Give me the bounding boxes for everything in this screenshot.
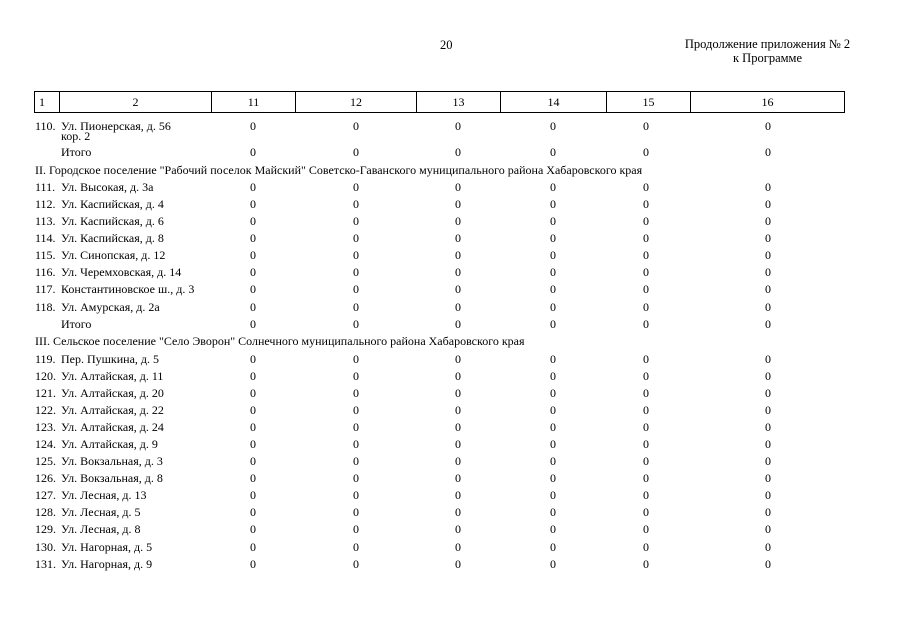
cell-value-col-13: 0	[455, 437, 461, 451]
cell-value-col-13: 0	[455, 214, 461, 228]
cell-value-col-15: 0	[643, 317, 649, 331]
cell-value-col-12: 0	[353, 471, 359, 485]
row-address-line1: Ул. Лесная, д. 5	[61, 505, 141, 519]
cell-value-col-12: 0	[353, 180, 359, 194]
cell-value-col-14: 0	[550, 119, 556, 133]
cell-value-col-16: 0	[765, 214, 771, 228]
cell-value-col-16: 0	[765, 522, 771, 536]
cell-value-col-11: 0	[250, 197, 256, 211]
row-number: 120.	[35, 369, 56, 383]
cell-value-col-15: 0	[643, 488, 649, 502]
table-row	[0, 558, 905, 575]
row-number: 125.	[35, 454, 56, 468]
row-address	[61, 455, 221, 468]
cell-value-col-13: 0	[455, 471, 461, 485]
row-number: 119.	[35, 352, 56, 366]
cell-value-col-14: 0	[550, 540, 556, 554]
cell-value-col-14: 0	[550, 300, 556, 314]
row-address-line1: Ул. Высокая, д. 3а	[61, 180, 154, 194]
row-address	[61, 506, 221, 519]
table-row	[0, 301, 905, 318]
cell-value-col-15: 0	[643, 265, 649, 279]
cell-value-col-14: 0	[550, 352, 556, 366]
cell-value-col-13: 0	[455, 420, 461, 434]
cell-value-col-16: 0	[765, 540, 771, 554]
cell-value-col-14: 0	[550, 145, 556, 159]
cell-value-col-12: 0	[353, 386, 359, 400]
cell-value-col-13: 0	[455, 197, 461, 211]
row-address	[61, 489, 221, 502]
table-row	[0, 541, 905, 558]
row-number: 129.	[35, 522, 56, 536]
table-row	[0, 266, 905, 283]
row-number: 126.	[35, 471, 56, 485]
cell-value-col-12: 0	[353, 317, 359, 331]
cell-value-col-13: 0	[455, 145, 461, 159]
cell-value-col-11: 0	[250, 300, 256, 314]
cell-value-col-16: 0	[765, 437, 771, 451]
cell-value-col-16: 0	[765, 471, 771, 485]
cell-value-col-13: 0	[455, 540, 461, 554]
cell-value-col-14: 0	[550, 437, 556, 451]
table-row	[0, 438, 905, 455]
cell-value-col-14: 0	[550, 386, 556, 400]
row-address	[61, 215, 221, 228]
row-address	[61, 404, 221, 417]
table-row	[0, 523, 905, 540]
cell-value-col-15: 0	[643, 180, 649, 194]
cell-value-col-16: 0	[765, 180, 771, 194]
column-header-table	[34, 91, 845, 113]
cell-value-col-12: 0	[353, 197, 359, 211]
table-row	[0, 249, 905, 266]
cell-value-col-14: 0	[550, 248, 556, 262]
cell-value-col-15: 0	[643, 145, 649, 159]
row-number: 123.	[35, 420, 56, 434]
cell-value-col-12: 0	[353, 420, 359, 434]
cell-value-col-16: 0	[765, 352, 771, 366]
row-number: 115.	[35, 248, 56, 262]
cell-value-col-11: 0	[250, 231, 256, 245]
row-address-line1: Ул. Синопская, д. 12	[61, 248, 166, 262]
cell-value-col-12: 0	[353, 557, 359, 571]
page-number: 20	[440, 38, 453, 52]
table-row	[0, 353, 905, 370]
cell-value-col-12: 0	[353, 119, 359, 133]
column-header-row	[35, 92, 845, 113]
cell-value-col-13: 0	[455, 488, 461, 502]
row-number: 118.	[35, 300, 56, 314]
cell-value-col-15: 0	[643, 522, 649, 536]
row-address	[61, 370, 221, 383]
total-row	[0, 318, 905, 335]
cell-value-col-14: 0	[550, 369, 556, 383]
table-row	[0, 283, 905, 300]
row-address	[61, 121, 221, 141]
column-header-2: 2	[60, 92, 212, 113]
cell-value-col-16: 0	[765, 454, 771, 468]
total-row	[0, 146, 905, 163]
cell-value-col-16: 0	[765, 386, 771, 400]
row-address-line1: Пер. Пушкина, д. 5	[61, 352, 160, 366]
cell-value-col-16: 0	[765, 145, 771, 159]
table-row	[0, 489, 905, 506]
row-address-line1: Ул. Каспийская, д. 8	[61, 231, 164, 245]
row-address-line1: Ул. Черемховская, д. 14	[61, 265, 182, 279]
row-address	[61, 353, 221, 366]
row-number: 111.	[35, 180, 56, 194]
cell-value-col-12: 0	[353, 231, 359, 245]
row-address	[61, 472, 221, 485]
cell-value-col-12: 0	[353, 488, 359, 502]
row-number: 121.	[35, 386, 56, 400]
cell-value-col-16: 0	[765, 557, 771, 571]
appendix-note-line1: Продолжение приложения № 2	[684, 37, 851, 51]
row-address	[61, 232, 221, 245]
cell-value-col-14: 0	[550, 214, 556, 228]
cell-value-col-13: 0	[455, 265, 461, 279]
cell-value-col-16: 0	[765, 231, 771, 245]
cell-value-col-11: 0	[250, 119, 256, 133]
cell-value-col-13: 0	[455, 505, 461, 519]
cell-value-col-14: 0	[550, 454, 556, 468]
cell-value-col-13: 0	[455, 317, 461, 331]
cell-value-col-14: 0	[550, 231, 556, 245]
row-number: 127.	[35, 488, 56, 502]
cell-value-col-15: 0	[643, 454, 649, 468]
cell-value-col-11: 0	[250, 265, 256, 279]
cell-value-col-12: 0	[353, 265, 359, 279]
cell-value-col-15: 0	[643, 386, 649, 400]
row-number: 131.	[35, 557, 56, 571]
table-row	[0, 215, 905, 232]
cell-value-col-11: 0	[250, 420, 256, 434]
row-address	[61, 249, 221, 262]
cell-value-col-16: 0	[765, 505, 771, 519]
cell-value-col-12: 0	[353, 369, 359, 383]
row-number: 110.	[35, 119, 56, 133]
column-header-13: 13	[417, 92, 501, 113]
row-number: 112.	[35, 197, 56, 211]
row-address-line1: Константиновское ш., д. 3	[61, 282, 195, 296]
cell-value-col-16: 0	[765, 420, 771, 434]
row-number: 124.	[35, 437, 56, 451]
row-number: 114.	[35, 231, 56, 245]
row-number: 130.	[35, 540, 56, 554]
cell-value-col-16: 0	[765, 300, 771, 314]
cell-value-col-11: 0	[250, 403, 256, 417]
table-row	[0, 404, 905, 421]
cell-value-col-12: 0	[353, 352, 359, 366]
cell-value-col-15: 0	[643, 437, 649, 451]
cell-value-col-14: 0	[550, 317, 556, 331]
cell-value-col-15: 0	[643, 557, 649, 571]
cell-value-col-15: 0	[643, 369, 649, 383]
row-number: 122.	[35, 403, 56, 417]
cell-value-col-14: 0	[550, 471, 556, 485]
cell-value-col-14: 0	[550, 403, 556, 417]
row-number: 113.	[35, 214, 56, 228]
cell-value-col-13: 0	[455, 300, 461, 314]
cell-value-col-11: 0	[250, 454, 256, 468]
row-address	[61, 558, 221, 571]
cell-value-col-13: 0	[455, 522, 461, 536]
cell-value-col-15: 0	[643, 471, 649, 485]
cell-value-col-13: 0	[455, 180, 461, 194]
cell-value-col-15: 0	[643, 505, 649, 519]
cell-value-col-14: 0	[550, 420, 556, 434]
column-header-1: 1	[35, 92, 60, 113]
cell-value-col-11: 0	[250, 522, 256, 536]
cell-value-col-14: 0	[550, 557, 556, 571]
cell-value-col-16: 0	[765, 369, 771, 383]
cell-value-col-13: 0	[455, 557, 461, 571]
cell-value-col-11: 0	[250, 540, 256, 554]
cell-value-col-16: 0	[765, 265, 771, 279]
section-heading: II. Городское поселение "Рабочий поселок Майский" Советско-Гаванского муниципального района Хабаровского края	[35, 163, 643, 177]
total-label: Итого	[61, 317, 92, 331]
cell-value-col-11: 0	[250, 248, 256, 262]
row-address-line1: Ул. Алтайская, д. 22	[61, 403, 164, 417]
cell-value-col-11: 0	[250, 180, 256, 194]
column-header-15: 15	[607, 92, 691, 113]
row-address-line1: Ул. Пионерская, д. 56	[61, 119, 171, 133]
table-row	[0, 198, 905, 215]
row-address	[61, 421, 221, 434]
table-row	[0, 455, 905, 472]
cell-value-col-11: 0	[250, 386, 256, 400]
cell-value-col-13: 0	[455, 248, 461, 262]
row-address-line2: кор. 2	[61, 129, 91, 143]
cell-value-col-16: 0	[765, 403, 771, 417]
row-address	[61, 198, 221, 211]
cell-value-col-14: 0	[550, 522, 556, 536]
cell-value-col-12: 0	[353, 454, 359, 468]
cell-value-col-12: 0	[353, 145, 359, 159]
table-row	[0, 472, 905, 489]
cell-value-col-13: 0	[455, 403, 461, 417]
column-header-11: 11	[212, 92, 296, 113]
cell-value-col-11: 0	[250, 557, 256, 571]
cell-value-col-12: 0	[353, 248, 359, 262]
row-address-line1: Ул. Нагорная, д. 9	[61, 557, 153, 571]
cell-value-col-15: 0	[643, 214, 649, 228]
row-address-line1: Ул. Лесная, д. 13	[61, 488, 147, 502]
cell-value-col-12: 0	[353, 522, 359, 536]
row-address-line1: Ул. Алтайская, д. 24	[61, 420, 164, 434]
row-address-line1: Ул. Алтайская, д. 20	[61, 386, 164, 400]
cell-value-col-13: 0	[455, 231, 461, 245]
cell-value-col-12: 0	[353, 300, 359, 314]
cell-value-col-12: 0	[353, 505, 359, 519]
cell-value-col-11: 0	[250, 437, 256, 451]
column-header-14: 14	[501, 92, 607, 113]
cell-value-col-15: 0	[643, 197, 649, 211]
row-address-line1: Ул. Нагорная, д. 5	[61, 540, 153, 554]
row-address	[61, 387, 221, 400]
row-address-line1: Ул. Вокзальная, д. 8	[61, 471, 163, 485]
cell-value-col-14: 0	[550, 180, 556, 194]
appendix-note	[640, 37, 895, 65]
cell-value-col-14: 0	[550, 265, 556, 279]
cell-value-col-16: 0	[765, 119, 771, 133]
section-heading: III. Сельское поселение "Село Эворон" Солнечного муниципального района Хабаровского края	[35, 334, 525, 348]
cell-value-col-12: 0	[353, 403, 359, 417]
cell-value-col-14: 0	[550, 488, 556, 502]
cell-value-col-15: 0	[643, 540, 649, 554]
cell-value-col-15: 0	[643, 300, 649, 314]
cell-value-col-16: 0	[765, 248, 771, 262]
row-address-line1: Ул. Алтайская, д. 11	[61, 369, 164, 383]
cell-value-col-15: 0	[643, 420, 649, 434]
row-address-line1: Ул. Амурская, д. 2а	[61, 300, 160, 314]
table-row	[0, 232, 905, 249]
row-address-line1: Ул. Каспийская, д. 6	[61, 214, 164, 228]
table-row	[0, 119, 905, 143]
cell-value-col-11: 0	[250, 352, 256, 366]
table-row	[0, 421, 905, 438]
row-address-line1: Ул. Алтайская, д. 9	[61, 437, 158, 451]
total-label: Итого	[61, 145, 92, 159]
cell-value-col-16: 0	[765, 282, 771, 296]
cell-value-col-11: 0	[250, 317, 256, 331]
cell-value-col-15: 0	[643, 248, 649, 262]
cell-value-col-11: 0	[250, 214, 256, 228]
column-header-12: 12	[296, 92, 417, 113]
row-address-line1: Ул. Каспийская, д. 4	[61, 197, 164, 211]
table-row	[0, 181, 905, 198]
cell-value-col-15: 0	[643, 282, 649, 296]
cell-value-col-13: 0	[455, 282, 461, 296]
cell-value-col-15: 0	[643, 352, 649, 366]
cell-value-col-13: 0	[455, 352, 461, 366]
row-address	[61, 266, 221, 279]
appendix-note-line2: к Программе	[732, 51, 803, 65]
cell-value-col-16: 0	[765, 317, 771, 331]
table-row	[0, 387, 905, 404]
cell-value-col-12: 0	[353, 214, 359, 228]
cell-value-col-14: 0	[550, 197, 556, 211]
row-address	[61, 541, 221, 554]
cell-value-col-13: 0	[455, 369, 461, 383]
cell-value-col-11: 0	[250, 145, 256, 159]
table-row	[0, 370, 905, 387]
cell-value-col-16: 0	[765, 197, 771, 211]
row-number: 117.	[35, 282, 56, 296]
row-number: 116.	[35, 265, 56, 279]
cell-value-col-12: 0	[353, 282, 359, 296]
cell-value-col-12: 0	[353, 540, 359, 554]
cell-value-col-13: 0	[455, 454, 461, 468]
column-header-16: 16	[691, 92, 845, 113]
row-address-line1: Ул. Лесная, д. 8	[61, 522, 141, 536]
cell-value-col-11: 0	[250, 488, 256, 502]
cell-value-col-11: 0	[250, 471, 256, 485]
cell-value-col-14: 0	[550, 505, 556, 519]
row-number: 128.	[35, 505, 56, 519]
cell-value-col-15: 0	[643, 403, 649, 417]
row-address	[61, 523, 221, 536]
cell-value-col-13: 0	[455, 386, 461, 400]
table-row	[0, 506, 905, 523]
cell-value-col-11: 0	[250, 505, 256, 519]
cell-value-col-13: 0	[455, 119, 461, 133]
cell-value-col-12: 0	[353, 437, 359, 451]
cell-value-col-15: 0	[643, 231, 649, 245]
row-address	[61, 283, 221, 296]
cell-value-col-14: 0	[550, 282, 556, 296]
cell-value-col-15: 0	[643, 119, 649, 133]
row-address	[61, 438, 221, 451]
row-address-line1: Ул. Вокзальная, д. 3	[61, 454, 163, 468]
row-address	[61, 181, 221, 194]
cell-value-col-11: 0	[250, 282, 256, 296]
cell-value-col-11: 0	[250, 369, 256, 383]
cell-value-col-16: 0	[765, 488, 771, 502]
row-address	[61, 301, 221, 314]
